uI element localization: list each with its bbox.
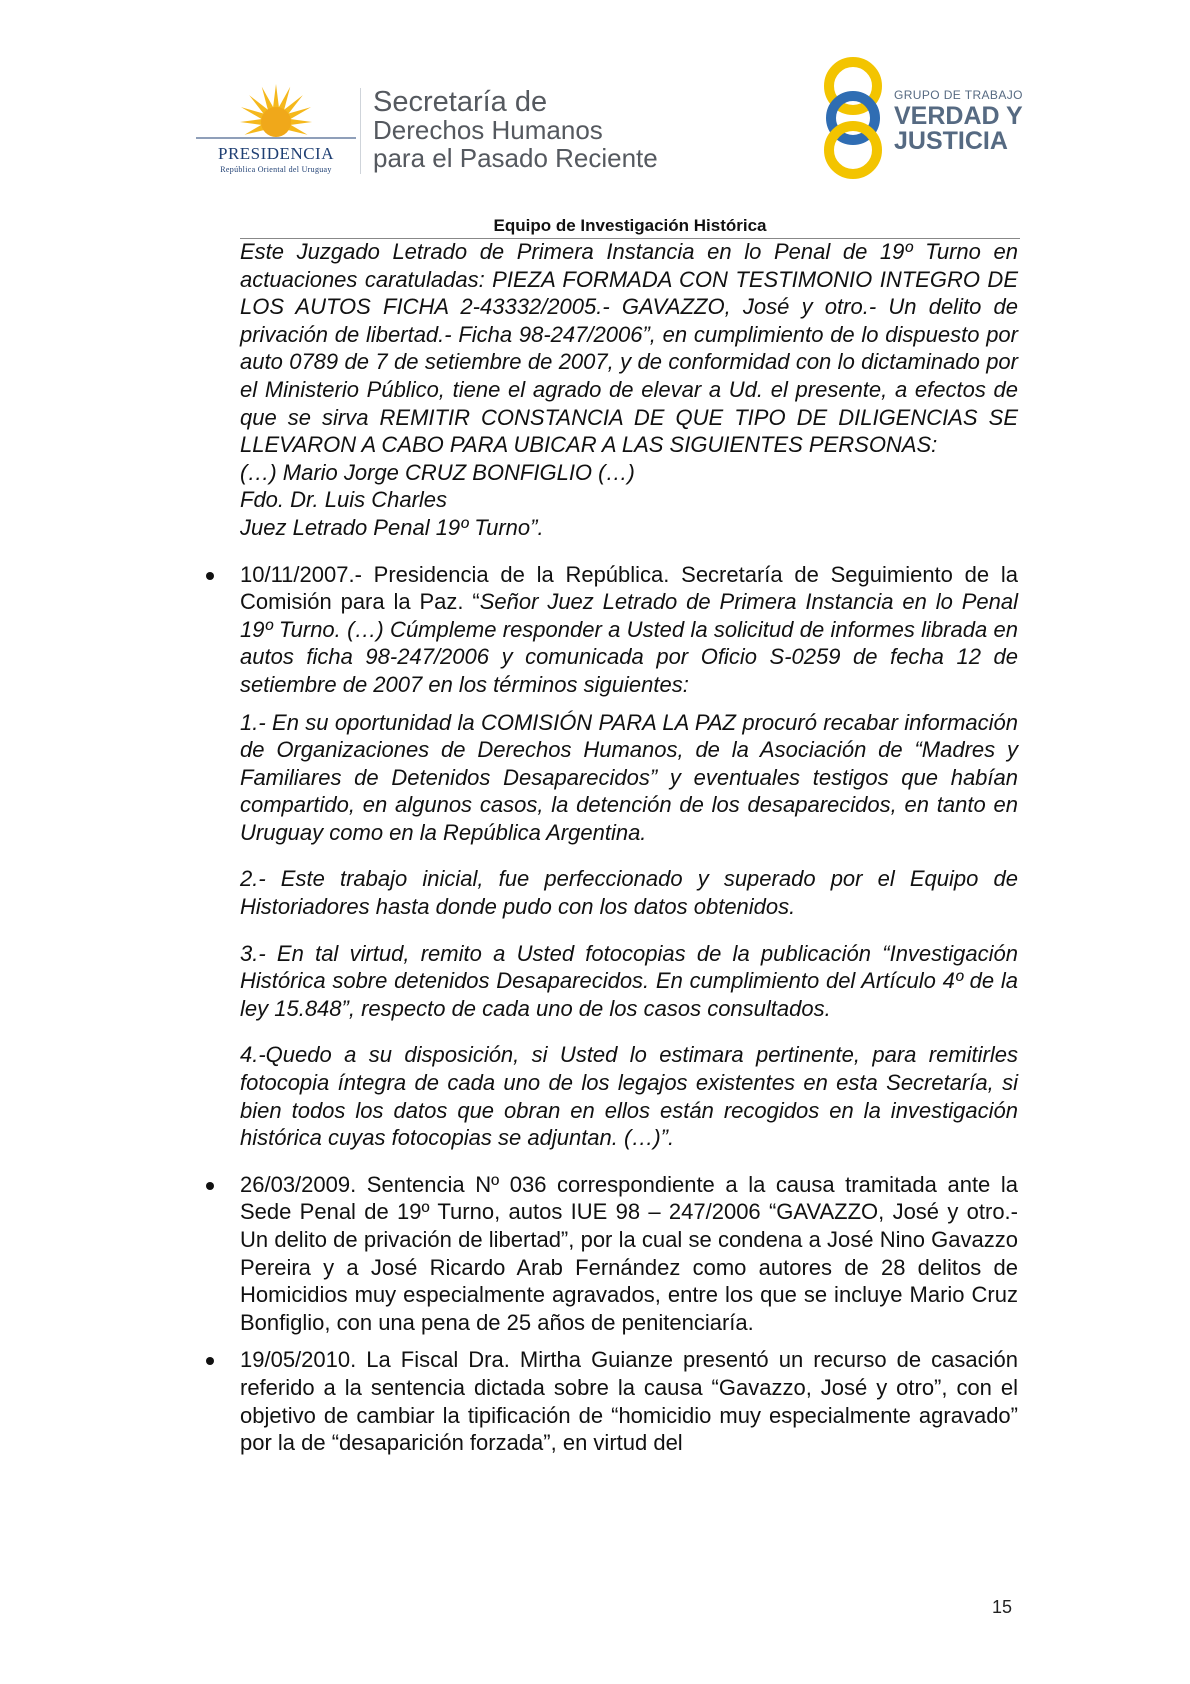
list-item	[240, 561, 1018, 1152]
bullet-1-text	[240, 561, 1018, 699]
bullet-1-italic: Señor Juez Letrado de Primera Instancia en lo Penal 19º Turno. (…) Cúmpleme responder a Usted la solicitud de informes librada en autos ficha 98-247/2006 y comunicada por Oficio S-0259 de fecha 12 de setiembre de 2007 en los términos siguientes:	[240, 589, 1018, 697]
page-number: 15	[992, 1597, 1013, 1617]
secretaria-line-2: Derechos Humanos	[373, 115, 603, 145]
grupo-line-2: VERDAD Y	[894, 102, 1023, 130]
presidencia-name: PRESIDENCIA	[217, 144, 334, 163]
bullet-1-point-2: 2.- Este trabajo inicial, fue perfeccionado y superado por el Equipo de Historiadores hasta donde pudo con los datos obtenidos.	[240, 866, 1018, 920]
intro-person-line: (…) Mario Jorge CRUZ BONFIGLIO (…)	[240, 459, 635, 485]
secretaria-logo-text	[373, 88, 658, 172]
bullet-2-text: 26/03/2009. Sentencia Nº 036 correspondiente a la causa tramitada ante la Sede Penal de 19º Turno, autos IUE 98 – 247/2006 “GAVAZZO, José y otro.- Un delito de privación de libertad”, por la cual se condena a José Nino Gavazzo Pereira y a José Ricardo Arab Fernández como autores de 28 delitos de Homicidios muy especialmente agravados, entre los que se incluye Mario Cruz Bonfiglio, con una pena de 25 años de penitenciaría.	[240, 1171, 1018, 1335]
bullet-icon	[206, 1357, 214, 1365]
bullet-1-point-3: 3.- En tal virtud, remito a Usted fotocopias de la publicación “Investigación Histórica sobre detenidos Desaparecidos. En cumplimiento del Artículo 4º de la ley 15.848”, respecto de cada uno de los casos consultados.	[240, 940, 1018, 1021]
verdad-justicia-text	[894, 88, 1023, 154]
bullet-1-point-1: 1.- En su oportunidad la COMISIÓN PARA LA PAZ procuró recabar información de Organizaciones de Derechos Humanos, de la Asociación de “Madres y Familiares de Detenidos Desaparecidos” y eventuales testigos que habían compartido, en algunos casos, la detención de los desaparecidos, en tanto en Uruguay como en la República Argentina.	[240, 709, 1018, 845]
team-title: Equipo de Investigación Histórica	[493, 216, 767, 235]
bullet-icon	[206, 1182, 214, 1190]
bullet-1-plain: 10/11/2007.- Presidencia de la República. Secretaría de Seguimiento de la Comisión para la Paz. “	[240, 561, 1018, 615]
list-item	[240, 1346, 1018, 1456]
document-body	[240, 238, 1018, 1457]
bullet-icon	[206, 572, 214, 580]
page-header	[0, 0, 1190, 240]
sun-emblem-icon	[196, 82, 356, 144]
bullet-3-text: 19/05/2010. La Fiscal Dra. Mirtha Guianze presentó un recurso de casación referido a la sentencia dictada sobre la causa “Gavazzo, José y otro”, con el objetivo de cambiar la tipificación de “homicidio muy especialmente agravado” por la de “desaparición forzada”, en virtud del	[240, 1347, 1018, 1456]
rings-emblem-icon	[820, 56, 890, 180]
secretaria-line-1: Secretaría de	[373, 86, 548, 118]
presidencia-logo	[196, 82, 356, 178]
list-item	[240, 1171, 1018, 1337]
presidencia-subtitle: República Oriental del Uruguay	[220, 165, 332, 174]
intro-judge-line: Juez Letrado Penal 19º Turno”.	[240, 514, 544, 540]
bullet-1-point-4: 4.-Quedo a su disposición, si Usted lo estimara pertinente, para remitirles fotocopia íntegra de cada uno de los legajos existentes en esta Secretaría, si bien todos los datos que obran en ellos están recogidos en la investigación histórica cuyas fotocopias se adjuntan. (…)”.	[240, 1042, 1018, 1151]
secretaria-line-3: para el Pasado Reciente	[373, 143, 658, 173]
grupo-line-1: GRUPO DE TRABAJO	[894, 88, 1023, 102]
intro-signature-line: Fdo. Dr. Luis Charles	[240, 487, 448, 513]
header-divider	[360, 88, 361, 174]
intro-paragraph: Este Juzgado Letrado de Primera Instancia en lo Penal de 19º Turno en actuaciones caratuladas: PIEZA FORMADA CON TESTIMONIO INTEGRO DE LOS AUTOS FICHA 2-43332/2005.- GAVAZZO, José y otro.- Un delito de privación de libertad.- Ficha 98-247/2006”, en cumplimiento de lo dispuesto por auto 0789 de 7 de setiembre de 2007, y de conformidad con lo dictaminado por el Ministerio Público, tiene el agrado de elevar a Ud. el presente, a efectos de que se sirva REMITIR CONSTANCIA DE QUE TIPO DE DILIGENCIAS SE LLEVARON A CABO PARA UBICAR A LAS SIGUIENTES PERSONAS:	[240, 239, 1018, 458]
verdad-justicia-logo	[820, 56, 1030, 180]
grupo-line-3: JUSTICIA	[894, 127, 1008, 155]
